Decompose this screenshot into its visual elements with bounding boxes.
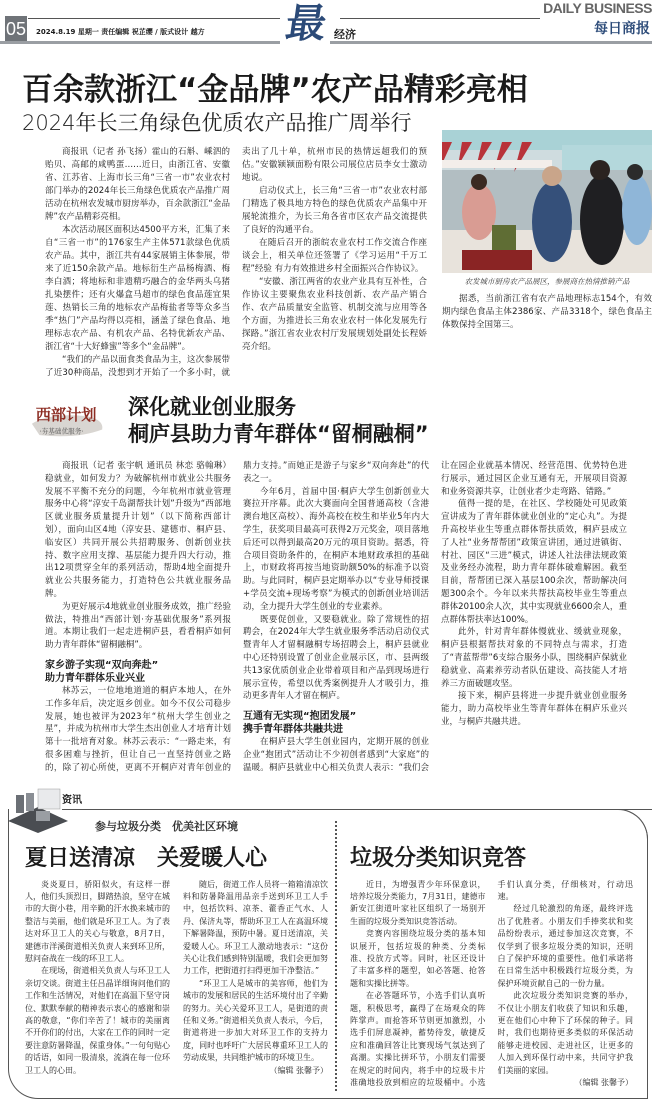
article-sidebar-text <box>442 293 652 332</box>
paragraph: 据悉，当前浙江省有农产品地理标志154个，有效期内绿色食品主体2386家、产品3318个，绿色食品主体数保持全国第三。 <box>442 294 652 330</box>
paragraph: “我们的产品以面食类食品为主，这次参展带了近30种商品，没想到才开始了一个多小时，就卖出了几十单，杭州市民的热情远超我们的预估。”安徽颍颍面粉有限公司展位店员李女士激动地说。 <box>45 147 427 378</box>
paragraph: 接下来，桐庐县将进一步提升就业创业服务能力，助力高校毕业生等青年群体在桐庐乐业兴业，与桐庐共融共进。 <box>441 691 627 727</box>
news-body <box>25 879 328 1078</box>
paragraph: 商报讯（记者 张宇帆 通讯员 林恋 骆翰琳）稳就业，如何发力？为破解杭州市就业公共服务发展不平衡不充分的问题，今年杭州市就业管理服务中心将“淳安千岛湖帮扶计划”升级为“西部地区就业服务质量提升计划”（以下简称西部计划），面向山区4地（淳安县、建德市、桐庐县、临安区）共同开展公共招聘服务、创新创业扶持、数字应用支撑、基层能力提升四大行动，推出12项贯穿全年的系列活动，帮助4地全面提升就业公共服务能力，打造特色公共就业服务品牌。 <box>45 461 231 599</box>
page-content <box>0 70 652 1103</box>
recycling-illustration <box>8 781 68 833</box>
news-headline: 垃圾分类知识竞答 <box>350 845 527 871</box>
svg-text:·夯基础优服务·: ·夯基础优服务· <box>39 427 84 436</box>
western-plan-logo <box>30 394 106 444</box>
paragraph: “安徽、浙江两省的农业产业具有互补性，合作协议主要聚焦农业科技创新、农产品产销合作、农产品质量安全监管、机制交流与应用等各个方面，为推进长三角农业农村一体化发展先行探路。”浙江省农业农村厅发展规划处副处长程娇亮介绍。 <box>242 277 427 352</box>
article-headline <box>128 394 429 448</box>
svg-text:西部计划: 西部计划 <box>35 405 97 424</box>
editor-credit: （编辑 张馨予） <box>269 1065 328 1075</box>
paragraph: 启动仪式上，长三角“三省一市”农业农村部门精选了极具地方特色的绿色优质农产品集中开展轮流推介，为长三角各省市区农产品交流提供了良好的沟通平台。 <box>242 186 427 235</box>
paragraph: 值得一提的是，在社区、学校随处可见政策宣讲成为了青年群体就业创业的“定心丸”。为提升高校毕业生等重点群体帮扶质效，桐庐县成立了人社“业务帮帮团”政策宣讲团，通过进镇街、村社、园区“三进”模式，讲述人社法律法规政策及业务经办流程，助力青年群体破难解困。截至目前，帮帮团已深入基层100余次，帮助解决问题300余个。今年以来共帮扶高校毕业生等重点群体20100余人次，其中实现就业6600余人，重点群体帮扶率达100%。 <box>441 499 627 625</box>
subheading: 携手青年群体共融共进 <box>243 724 343 736</box>
paragraph: 今年6月，首届中国·桐庐大学生创新创业大赛拉开序幕。此次大赛面向全国普通高校（含港澳台地区高校）、海外高校在校生和毕业5年内大学生，获奖项目最高可获得2万元奖金，项目落地后还可以得到最高20万元的项目资助。据悉，符合项目资助条件的，在桐庐本地财政承担的基础上，市财政将再按当地资助额50%的标准予以资助。与此同时，桐庐县定期举办以“专业导师授课+学员交流+现场考察”为模式的创新创业培训活动，全力提升大学生创业的专业素养。 <box>243 486 429 612</box>
headline-line: 桐庐县助力青年群体“留桐融桐” <box>128 422 429 446</box>
section-logo: 最 <box>282 0 330 47</box>
paragraph: 在桐庐县大学生创业园内，定期开展的创业企业“抱团式”活动让不少初创者感到“大家庭”的温暖。桐庐县就业中心相关负责人表示：“我们会让在园企业就基本情况、经营范围、优势特色进行展示，通过园区企业互通有无，开展项目资源和业务资源共享，让创业者少走弯路、错路。” <box>243 461 627 773</box>
news-body <box>350 879 633 1090</box>
paper-name-en: DAILY BUSINESS <box>543 0 652 16</box>
article-headline: 百余款浙江“金品牌”农产品精彩亮相 <box>22 72 528 108</box>
subheading: 助力青年群体乐业兴业 <box>45 672 145 684</box>
article-body <box>45 146 427 380</box>
paragraph: 此次垃圾分类知识竞赛的举办，不仅让小朋友们收获了知识和乐趣，更在他们心中种下了环保的种子。同时，我们也期待更多类似的环保活动能够走进校园、走进社区，让更多的人加入到环保行动中来，共同守护我们美丽的家园。 <box>497 991 633 1075</box>
article-subheadline: 2024年长三角绿色优质农产品推广周举行 <box>22 111 412 135</box>
article-aside <box>442 130 652 332</box>
subheading: 家乡游子实现“双向奔赴” <box>45 659 159 671</box>
paragraph: 此外，针对青年群体慢就业、缓就业现象，桐庐县根据帮扶对象的不同特点与需求，打造了“青蓝帮带”6支综合服务小队，围绕桐庐保就业稳就业、高素养劳动者队伍建设、高技能人才培养三方面破题攻坚。 <box>441 627 627 689</box>
paragraph: 既要促创业，又要稳就业。除了常规性的招聘会，在2024年大学生就业服务季活动启动仪式暨青年人才留桐融桐专场招聘会上，桐庐县就业中心还特别设置了创业企业展示区，市、县两级共13家优质创业企业带着项目和产品到现场进行展示宣传，希望以优秀案例提升人才吸引力，推动更多青年人才留在桐庐。 <box>243 614 429 702</box>
editor-credit: （编辑 张馨予） <box>574 1078 633 1088</box>
paragraph: 近日，为增强青少年环保意识，培养垃圾分类能力，7月31日，建德市新安江街道叶家社区组织了一场别开生面的垃圾分类知识竞答活动。 <box>350 879 486 926</box>
paragraph: 随后，街道工作人员将一箱箱清凉饮料和防暑降温用品亲手送到环卫工人手中，包括饮料、凉茶、藿香正气水、人丹、保济丸等，帮助环卫工人在高温环境下解暑降温，预防中暑。夏日送清凉，关爱暖人心。环卫工人激动地表示：“这份关心让我们感到特别温暖，我们会更加努力工作，把街道打扫得更加干净整洁。” <box>183 879 328 976</box>
news-section-label: 资讯 <box>62 794 82 806</box>
paragraph: 商报讯（记者 孙飞扬）霍山的石斛、嵊泗的贻贝、高邮的咸鸭蛋……近日，由浙江省、安徽省、江苏省、上海市长三角“三省一市”农业农村部门举办的2024年长三角绿色优质农产品推广周活动在杭州农发城市厨房举办，百余款浙江“金品牌”农产品精彩亮相。 <box>45 147 230 222</box>
subheading: 互通有无实现“抱团发展” <box>243 711 357 723</box>
header-rule <box>330 41 652 44</box>
paragraph: 炎炎夏日，骄阳似火，有这样一群人，他们头顶烈日，脚踏热浪，坚守在城市的大街小巷，用辛勤的汗水换来城市的整洁与美丽，他们就是环卫工人。为了表达对环卫工人的关心与敬意，8月7日，建德市洋溪街道相关负责人来到环卫所，慰问奋战在一线的环卫工人。 <box>25 879 170 963</box>
news-headline: 夏日送清凉 关爱暖人心 <box>25 845 268 871</box>
headline-line: 深化就业创业服务 <box>128 395 296 419</box>
paragraph: 竞赛内容围绕垃圾分类的基本知识展开，包括垃圾的种类、分类标准、投放方式等。同时，社区还设计了丰富多样的题型，如必答题、抢答题和实操比拼等。 <box>350 929 486 988</box>
paragraph: 为更好展示4地就业创业服务成效，推广经验做法，特推出“西部计划·夯基础优服务”系列报道。本期让我们一起走进桐庐县，看看桐庐如何助力青年群体“留桐融桐”。 <box>45 601 231 651</box>
news-section <box>0 781 652 1103</box>
paragraph: 本次活动展区面积达4500平方米，汇集了来自“三省一市”的176家生产主体571款绿色优质农产品。其中，浙江共有44家展销主体参展，带来了近150余款产品。地标衍生产品杨梅酒、梅李白酒；将地标和非遗精巧融合的金华两头乌猪扎染摆件；还有火爆盒马超市的绿色食品莲宜果莲、热销长三角的地标农产品梅盐者等等众多当季“热门”产品均得以亮相，涵盖了绿色食品、地理标志农产品、有机农产品、名特优新农产品、浙江省“十大好蜂蜜”等多个“金品牌”。 <box>45 225 230 352</box>
news-rule <box>62 809 652 810</box>
header-rule <box>340 18 540 19</box>
paragraph: 在随后召开的浙皖农业农村工作交流合作座谈会上，相关单位还签署了《学习运用“千万工程”经验 有力有效推进乡村全面振兴合作协议》。 <box>242 238 427 274</box>
paper-name-cn: 每日商报 <box>594 21 650 37</box>
news-box-corner <box>515 809 648 849</box>
photo-caption: 农发城市厨房农产品展区，参展商在热情推销产品 <box>464 277 630 286</box>
paragraph: 经过几轮激烈的角逐，最终评选出了优胜者。小朋友们手捧奖状和奖品纷纷表示，通过参加这次竞赛，不仅学到了很多垃圾分类的知识，还明白了保护环境的重要性。他们承诺将在日常生活中积极践行垃圾分类，为保护环境贡献自己的一份力量。 <box>497 904 633 988</box>
paragraph: “环卫工人是城市的美容师，他们为城市的发展和居民的生活环境付出了辛勤的努力。关心关爱环卫工人，是街道的责任和义务。”街道相关负责人表示，今后，街道将进一步加大对环卫工作的支持力度，同时也呼吁广大居民尊重环卫工人的劳动成果，共同维护城市的环境卫生。 <box>183 978 328 1063</box>
column-divider <box>335 821 337 1091</box>
page-number: 05 <box>5 16 27 42</box>
paragraph: 在必答题环节，小选手们认真听题，积极思考，赢得了在场观众的阵阵掌声。而抢答环节则更加激烈，小选手们屏息凝神，蓄势待发，敏捷反应和准确回答让比赛现场气氛达到了高潮。实操比拼环节，小朋友们需要在规定的时间内，将手中的垃圾卡片准确地投放到相应的垃圾桶中。小选手们认真分类，仔细核对，行动迅速。 <box>350 879 633 1088</box>
news-photo <box>442 130 652 273</box>
paragraph: 在现场，街道相关负责人与环卫工人亲切交谈。街道主任吕晶详细询问他们的工作和生活情况，对他们在高温下坚守岗位、默默奉献的精神表示衷心的感谢和崇高的敬意，“你们辛苦了！城市的美丽离不开你们的付出，大家在工作的同时一定要注意防暑降温，保重身体。”一句句贴心的话语，如同一股清泉，流淌在每一位环卫工人的心田。 <box>25 966 170 1075</box>
dateline: 2024.8.19 星期一 责任编辑 祝芷缨 / 版式设计 越方 <box>36 28 205 36</box>
header-rule <box>0 41 280 44</box>
header-rule <box>28 18 280 19</box>
section-name: 经济 <box>334 28 356 41</box>
paragraph: 林苏云，一位地地道道的桐庐本地人，在外工作多年后，决定返乡创业。如今不仅公司稳步发展，她也被评为2023年“杭州大学生创业之星”，并成为杭州市大学生杰出创业人才培育计划第十一批培育对象。林苏云表示：“一路走来，有很多困难与挫折，但让自己一直坚持创业之路的，除了初心所使，更离不开桐庐对青年创业的鼎力支持。”而她正是游子与家乡“双向奔赴”的代表之一。 <box>45 461 429 773</box>
article1-row <box>0 146 652 380</box>
news-section-subtitle: 参与垃圾分类 优美社区环境 <box>95 819 238 833</box>
article2-header <box>0 394 652 450</box>
article-body <box>45 460 627 775</box>
